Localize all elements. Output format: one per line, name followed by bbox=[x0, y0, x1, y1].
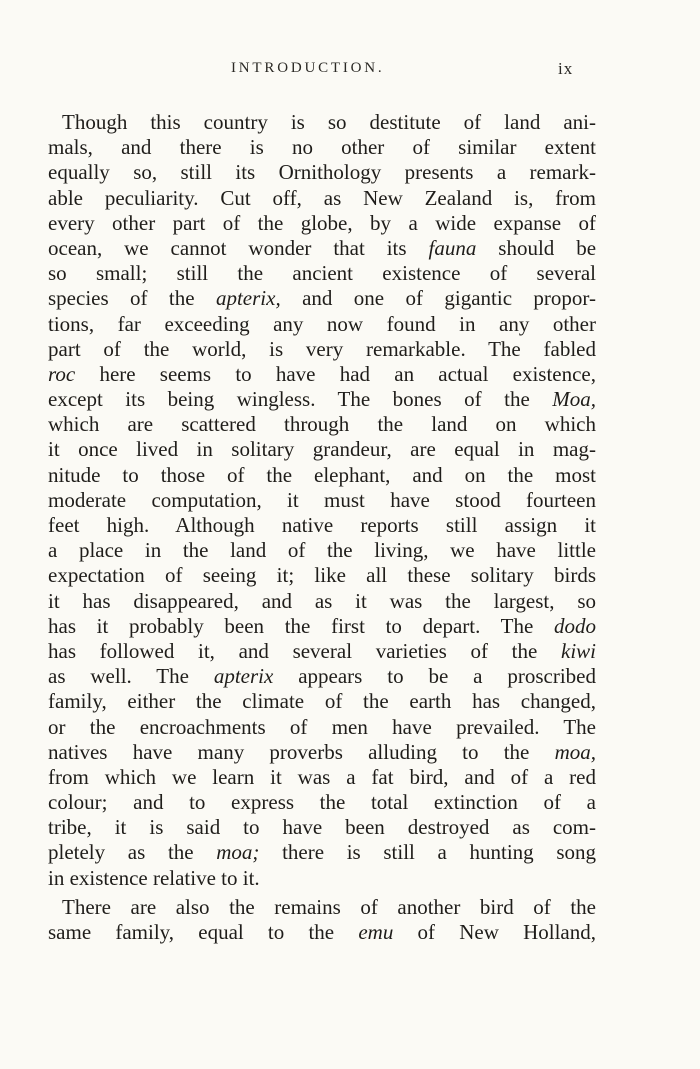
text-line-content: has followed it, and several varieties of the bbox=[48, 638, 538, 663]
text-line-content: every other part of the globe, by a wide expanse of bbox=[48, 210, 596, 235]
italic-term: moa; bbox=[216, 840, 260, 865]
text-line-content: nitude to those of the elephant, and on the most bbox=[48, 462, 596, 487]
text-line-content: or the encroachments of men have prevailed. The bbox=[48, 714, 596, 739]
italic-term: Moa, bbox=[552, 387, 596, 412]
italic-term: dodo bbox=[554, 613, 597, 638]
text-line-content: mals, and there is no other of similar extent bbox=[48, 135, 596, 160]
text-line-content: feet high. Although native reports still assign it bbox=[48, 513, 596, 537]
text-line bbox=[48, 790, 596, 815]
text-line-content: except its being wingless. The bones of the bbox=[48, 387, 530, 412]
text-line-content: expectation of seeing it; like all these solitary birds bbox=[48, 563, 596, 588]
text-line bbox=[48, 387, 596, 412]
text-line-content: tions, far exceeding any now found in any other bbox=[48, 311, 596, 336]
text-line-content: able peculiarity. Cut off, as New Zealand is, from bbox=[48, 185, 596, 210]
text-line bbox=[48, 211, 596, 236]
text-line-content: from which we learn it was a fat bird, and of a red bbox=[48, 764, 596, 789]
text-line bbox=[48, 488, 596, 513]
text-line bbox=[48, 840, 596, 865]
text-line-content: equally so, still its Ornithology presents a remark- bbox=[48, 160, 596, 185]
text-line-content: pletely as the bbox=[48, 840, 194, 865]
text-line bbox=[48, 412, 596, 437]
italic-term: roc bbox=[48, 361, 76, 386]
text-line-content: part of the world, is very remarkable. The fabled bbox=[48, 336, 596, 361]
text-line-content: which are scattered through the land on which bbox=[48, 412, 596, 437]
text-line-content: here seems to have had an actual existence, bbox=[99, 361, 596, 386]
text-line bbox=[48, 437, 596, 462]
text-line-content: as well. The bbox=[48, 664, 189, 689]
text-line bbox=[48, 639, 596, 664]
text-line bbox=[48, 866, 596, 891]
text-line bbox=[48, 765, 596, 790]
text-line-content: in existence relative to it. bbox=[48, 865, 260, 890]
text-line bbox=[48, 815, 596, 840]
text-line bbox=[48, 135, 596, 160]
text-line bbox=[48, 312, 596, 337]
text-line bbox=[48, 664, 596, 689]
text-line bbox=[48, 236, 596, 261]
text-line bbox=[48, 337, 596, 362]
text-line-content: species of the bbox=[48, 286, 195, 311]
text-line-content: there is still a hunting song bbox=[282, 840, 597, 865]
text-line bbox=[48, 589, 596, 614]
text-line-content: moderate computation, it must have stood fourteen bbox=[48, 487, 596, 512]
text-line-content: colour; and to express the total extinction of a bbox=[48, 790, 596, 815]
italic-term: kiwi bbox=[561, 638, 596, 663]
text-line-content: tribe, it is said to have been destroyed as com- bbox=[48, 815, 596, 840]
text-line-content: ocean, we cannot wonder that its bbox=[48, 235, 407, 260]
text-line bbox=[48, 689, 596, 714]
text-line bbox=[48, 614, 596, 639]
text-line-content: family, either the climate of the earth has changed, bbox=[48, 689, 596, 714]
text-line bbox=[48, 538, 596, 563]
text-line bbox=[48, 160, 596, 185]
text-line-content: it has disappeared, and as it was the largest, so bbox=[48, 588, 596, 613]
italic-term: emu bbox=[358, 920, 394, 944]
text-line bbox=[48, 563, 596, 588]
text-line-content: of New Holland, bbox=[417, 920, 596, 944]
chapter-title: INTRODUCTION. bbox=[231, 60, 385, 76]
body-text bbox=[48, 110, 596, 945]
text-line bbox=[48, 740, 596, 765]
text-line bbox=[48, 715, 596, 740]
text-line bbox=[48, 261, 596, 286]
text-line-content: should be bbox=[498, 235, 597, 260]
text-line bbox=[48, 513, 596, 538]
text-line-content: natives have many proverbs alluding to the bbox=[48, 739, 530, 764]
running-head bbox=[0, 60, 700, 88]
text-line bbox=[48, 920, 596, 945]
text-line-content: appears to be a proscribed bbox=[298, 664, 597, 689]
text-line bbox=[48, 110, 596, 135]
text-line-content: it once lived in solitary grandeur, are equal in mag- bbox=[48, 437, 596, 462]
text-line-content: has it probably been the first to depart. The bbox=[48, 613, 534, 638]
text-line-content: same family, equal to the bbox=[48, 920, 335, 944]
italic-term: apterix bbox=[213, 664, 274, 689]
text-line bbox=[48, 186, 596, 211]
text-line bbox=[48, 286, 596, 311]
text-line-content: so small; still the ancient existence of several bbox=[48, 261, 596, 286]
text-line-content: a place in the land of the living, we have little bbox=[48, 538, 596, 563]
italic-term: moa, bbox=[554, 739, 596, 764]
text-line-content: There are also the remains of another bird of the bbox=[62, 894, 596, 919]
text-line-content: Though this country is so destitute of land ani- bbox=[62, 110, 596, 134]
text-line bbox=[48, 895, 596, 920]
text-line-content: and one of gigantic propor- bbox=[302, 286, 596, 311]
italic-term: apterix, bbox=[215, 286, 281, 311]
page-number: ix bbox=[558, 59, 574, 78]
text-line bbox=[48, 463, 596, 488]
text-line bbox=[48, 362, 596, 387]
italic-term: fauna bbox=[428, 235, 477, 260]
